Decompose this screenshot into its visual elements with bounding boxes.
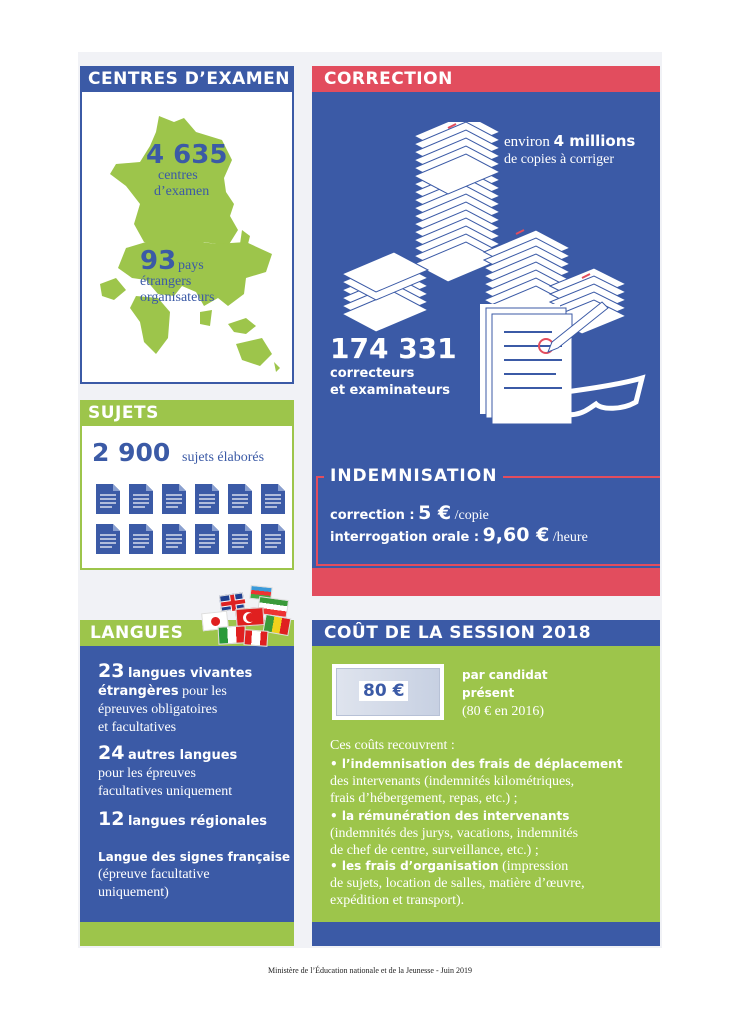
centres-title: CENTRES D’EXAMEN (80, 66, 294, 92)
copies-text-line1 (504, 132, 635, 151)
foreign-label-2: étrangers (140, 274, 192, 289)
langues-panel (80, 620, 294, 946)
langues-item-4 (98, 848, 290, 902)
document-icon (129, 484, 153, 514)
correctors-label-1: correcteurs (330, 366, 415, 381)
sujets-title: SUJETS (80, 400, 294, 426)
langues-item-1 (98, 662, 252, 737)
langues-bottom-bar (80, 922, 294, 946)
langues-item1-text-3: et facultatives (98, 720, 177, 735)
banknote-icon (332, 664, 444, 720)
correctors-label-2: et examinateurs (330, 383, 450, 398)
cout-intro: Ces coûts recouvrent : (330, 738, 455, 753)
cout-b3-bold: • les frais d’organisation (330, 859, 499, 873)
cout-per-1: par candidat (462, 668, 548, 682)
cout-b1-text-2: frais d’hébergement, repas, etc.) ; (330, 791, 518, 806)
cout-bottom-bar (312, 922, 660, 946)
indemnisation-line2-unit: /heure (552, 530, 588, 545)
document-icon (261, 524, 285, 554)
flags-cluster (200, 586, 300, 658)
cout-b2-text-1: (indemnités des jurys, vacations, indemnités (330, 826, 579, 841)
cout-b3-text-1: de sujets, location de salles, matière d’œuvre, (330, 876, 585, 891)
langues-item2-bold-2: autres langues (127, 748, 238, 763)
indemnisation-line2-label: interrogation orale : (330, 530, 480, 545)
indemnisation-line1-label: correction : (330, 508, 415, 523)
document-icon (228, 524, 252, 554)
corrected-paper-icon (472, 298, 648, 448)
langues-item4-bold: Langue des signes française (98, 850, 291, 864)
langues-title: LANGUES (80, 620, 294, 646)
sujets-label: sujets élaborés (182, 450, 265, 465)
langues-item2-text-1: pour les épreuves (98, 766, 196, 781)
langues-item3-number: 12 (98, 808, 125, 830)
centres-count-label-1: centres (158, 168, 198, 183)
indemnisation-line1-unit: /copie (454, 508, 489, 523)
langues-item2-text-2: facultatives uniquement (98, 784, 233, 799)
document-icon (162, 524, 186, 554)
red-flag-icon (243, 629, 268, 647)
cout-bullet-3 (330, 858, 656, 909)
correction-title: CORRECTION (312, 66, 660, 92)
cout-b2-text-2: de chef de centre, surveillance, etc.) ; (330, 843, 539, 858)
langues-item-2 (98, 744, 237, 801)
cout-per-3: (80 € en 2016) (462, 704, 545, 719)
italy-flag-icon (218, 625, 247, 644)
sujets-panel (80, 400, 294, 570)
document-icon (195, 484, 219, 514)
copies-prefix: environ (504, 134, 550, 150)
cout-b3-text-2: expédition et transport). (330, 893, 465, 908)
langues-item-3 (98, 810, 267, 831)
document-icon (129, 524, 153, 554)
indemnisation-line1-value: 5 € (418, 502, 452, 524)
indemnisation-line2 (330, 524, 588, 546)
langues-item1-text-1: pour les (182, 684, 227, 699)
correction-bottom-bar (312, 568, 660, 596)
langues-item3-bold-2: langues régionales (127, 814, 268, 829)
document-icon (228, 484, 252, 514)
indemnisation-line1 (330, 502, 489, 524)
cout-b1-bold: • l’indemnisation des frais de déplacement (330, 757, 623, 771)
langues-item1-bold-3: étrangères (98, 684, 179, 699)
cout-b1-text-1: des intervenants (indemnités kilométriques, (330, 774, 575, 789)
centres-count-label-2: d’examen (154, 184, 210, 199)
cout-bullet-2 (330, 808, 656, 859)
turkey-flag-icon (235, 607, 264, 627)
document-icon (96, 484, 120, 514)
cout-bullet-1 (330, 756, 656, 807)
foreign-label-3: organisateurs (140, 290, 215, 305)
langues-item2-number: 24 (98, 742, 125, 764)
banknote-amount: 80 € (359, 681, 408, 701)
correction-panel (312, 66, 660, 596)
langues-item1-number: 23 (98, 660, 125, 682)
document-icon (96, 524, 120, 554)
document-icon (162, 484, 186, 514)
document-icon (195, 524, 219, 554)
document-icon (261, 484, 285, 514)
langues-item1-text-2: épreuves obligatoires (98, 702, 218, 717)
cout-title: COÛT DE LA SESSION 2018 (312, 620, 660, 646)
cout-per-2: présent (462, 686, 515, 700)
cout-panel (312, 620, 660, 946)
langues-item1-bold-2: langues vivantes (127, 666, 253, 681)
copies-count: 4 millions (553, 132, 636, 150)
documents-grid (96, 484, 286, 558)
indemnisation-title: INDEMNISATION (324, 466, 503, 486)
correctors-count: 174 331 (330, 332, 457, 365)
langues-item4-text-1: (épreuve facultative (98, 867, 210, 882)
centres-panel (80, 66, 294, 384)
cout-b3-text-0: (impression (502, 859, 569, 874)
indemnisation-line2-value: 9,60 € (482, 524, 550, 546)
footer-text: Ministère de l’Éducation nationale et de la Jeunesse - Juin 2019 (268, 966, 472, 975)
langues-item4-text-2: uniquement) (98, 885, 169, 900)
copies-text-line2: de copies à corriger (504, 152, 614, 167)
foreign-count: 93 (140, 246, 177, 276)
foreign-label-1: pays (178, 258, 204, 273)
cout-b2-bold: • la rémunération des intervenants (330, 809, 570, 823)
centres-count: 4 635 (146, 140, 228, 170)
sujets-count: 2 900 (92, 438, 171, 467)
